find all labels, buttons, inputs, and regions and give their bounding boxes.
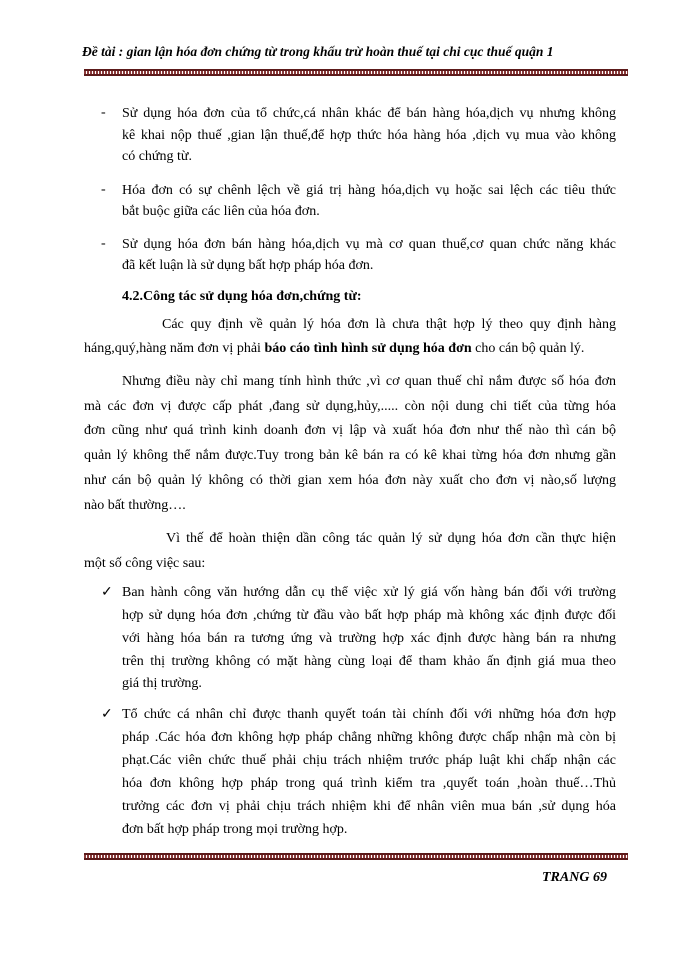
checklist-line: đơn bất hợp pháp trong mọi trường hợp. bbox=[122, 822, 348, 837]
bullet-line: Sử dụng hóa đơn của tổ chức,cá nhân khác để bán hàng hóa,dịch vụ nhưng không bbox=[122, 106, 616, 121]
bullet-marker: - bbox=[101, 236, 106, 251]
checklist-line: phạt.Các viên chức thuế phải chịu trách nhiệm trước pháp luật khi chấp nhận các bbox=[122, 753, 616, 768]
bullet-marker: - bbox=[101, 105, 106, 120]
paragraph-line: nào bất thường…. bbox=[84, 498, 186, 513]
section-heading: 4.2.Công tác sử dụng hóa đơn,chứng từ: bbox=[122, 289, 362, 304]
paragraph-text: cho cán bộ quản lý. bbox=[471, 341, 585, 356]
paragraph-line: Nhưng điều này chỉ mang tính hình thức ,vì cơ quan thuế chỉ nắm được số hóa đơn bbox=[122, 374, 616, 389]
bullet-marker: - bbox=[101, 182, 106, 197]
paragraph-line: quản lý không thể nắm được.Tuy trong bản kê bán ra có kê khai từng hóa đơn nhưng gần bbox=[84, 448, 616, 463]
footer-divider bbox=[84, 853, 628, 860]
page-number: TRANG 69 bbox=[542, 870, 607, 885]
paragraph-line: mà các đơn vị được cấp phát ,đang sử dụng,hủy,..... còn nội dung chi tiết của từng hóa bbox=[84, 399, 616, 414]
paragraph-line: Vì thế để hoàn thiện dần công tác quản lý sử dụng hóa đơn cần thực hiện bbox=[166, 531, 616, 546]
checklist-line: hợp sử dụng hóa đơn ,chứng từ đầu vào bất hợp pháp mà không xác định được đối bbox=[122, 608, 616, 623]
checklist-line: Tổ chức cá nhân chỉ được thanh quyết toán tài chính đối với những hóa đơn hợp bbox=[122, 707, 616, 722]
header-divider bbox=[84, 69, 628, 76]
bullet-line: đã kết luận là sử dụng bất hợp pháp hóa đơn. bbox=[122, 258, 374, 273]
bullet-line: kê khai nộp thuế ,gian lận thuế,để hợp thức hóa hàng hóa ,dịch vụ mua vào không bbox=[122, 128, 616, 143]
bullet-line: có chứng từ. bbox=[122, 149, 192, 164]
checklist-line: với hàng hóa bán ra tương ứng và trường hợp xác định được hàng bán ra nhưng bbox=[122, 631, 616, 646]
paragraph-text: háng,quý,hàng năm đơn vị phải bbox=[84, 341, 265, 356]
bullet-line: bắt buộc giữa các liên của hóa đơn. bbox=[122, 204, 320, 219]
checklist-line: trưởng các đơn vị phải chịu trách nhiệm khi để nhân viên mua bán ,sử dụng hóa bbox=[122, 799, 616, 814]
paragraph-line: đơn cũng như quá trình kinh doanh đơn vị lập và xuất hóa đơn như thế nào thì cán bộ bbox=[84, 423, 616, 438]
paragraph-line: một số công việc sau: bbox=[84, 556, 206, 571]
checklist-line: pháp .Các hóa đơn không hợp pháp chẳng những không được chấp nhận mà còn bị bbox=[122, 730, 616, 745]
check-icon: ✓ bbox=[101, 707, 113, 722]
bullet-line: Hóa đơn có sự chênh lệch về giá trị hàng hóa,dịch vụ hoặc sai lệch các tiêu thức bbox=[122, 183, 616, 198]
checklist-line: Ban hành công văn hướng dẫn cụ thể việc xử lý giá vốn hàng bán đối với trường bbox=[122, 585, 616, 600]
paragraph-line bbox=[84, 340, 584, 358]
checklist-line: giá thị trường. bbox=[122, 676, 202, 691]
bold-phrase: báo cáo tình hình sử dụng hóa đơn bbox=[264, 341, 472, 356]
paragraph-line: như cán bộ quản lý không có thời gian xem hóa đơn này xuất cho đơn vị nào,số lượng bbox=[84, 473, 616, 488]
paragraph-line: Các quy định về quản lý hóa đơn là chưa thật hợp lý theo quy định hàng bbox=[162, 317, 616, 332]
bullet-line: Sử dụng hóa đơn bán hàng hóa,dịch vụ mà cơ quan thuế,cơ quan chức năng khác bbox=[122, 237, 616, 252]
checklist-line: hóa đơn không hợp pháp trong quá trình kiểm tra ,quyết toán ,hoàn thuế…Thủ bbox=[122, 776, 616, 791]
checklist-line: trên thị trường không có mặt hàng cùng loại để tham khảo ấn định giá mua theo bbox=[122, 654, 616, 669]
check-icon: ✓ bbox=[101, 585, 113, 600]
header-title: Đề tài : gian lận hóa đơn chứng từ trong khấu trừ hoàn thuế tại chi cục thuế quận 1 bbox=[82, 44, 554, 59]
